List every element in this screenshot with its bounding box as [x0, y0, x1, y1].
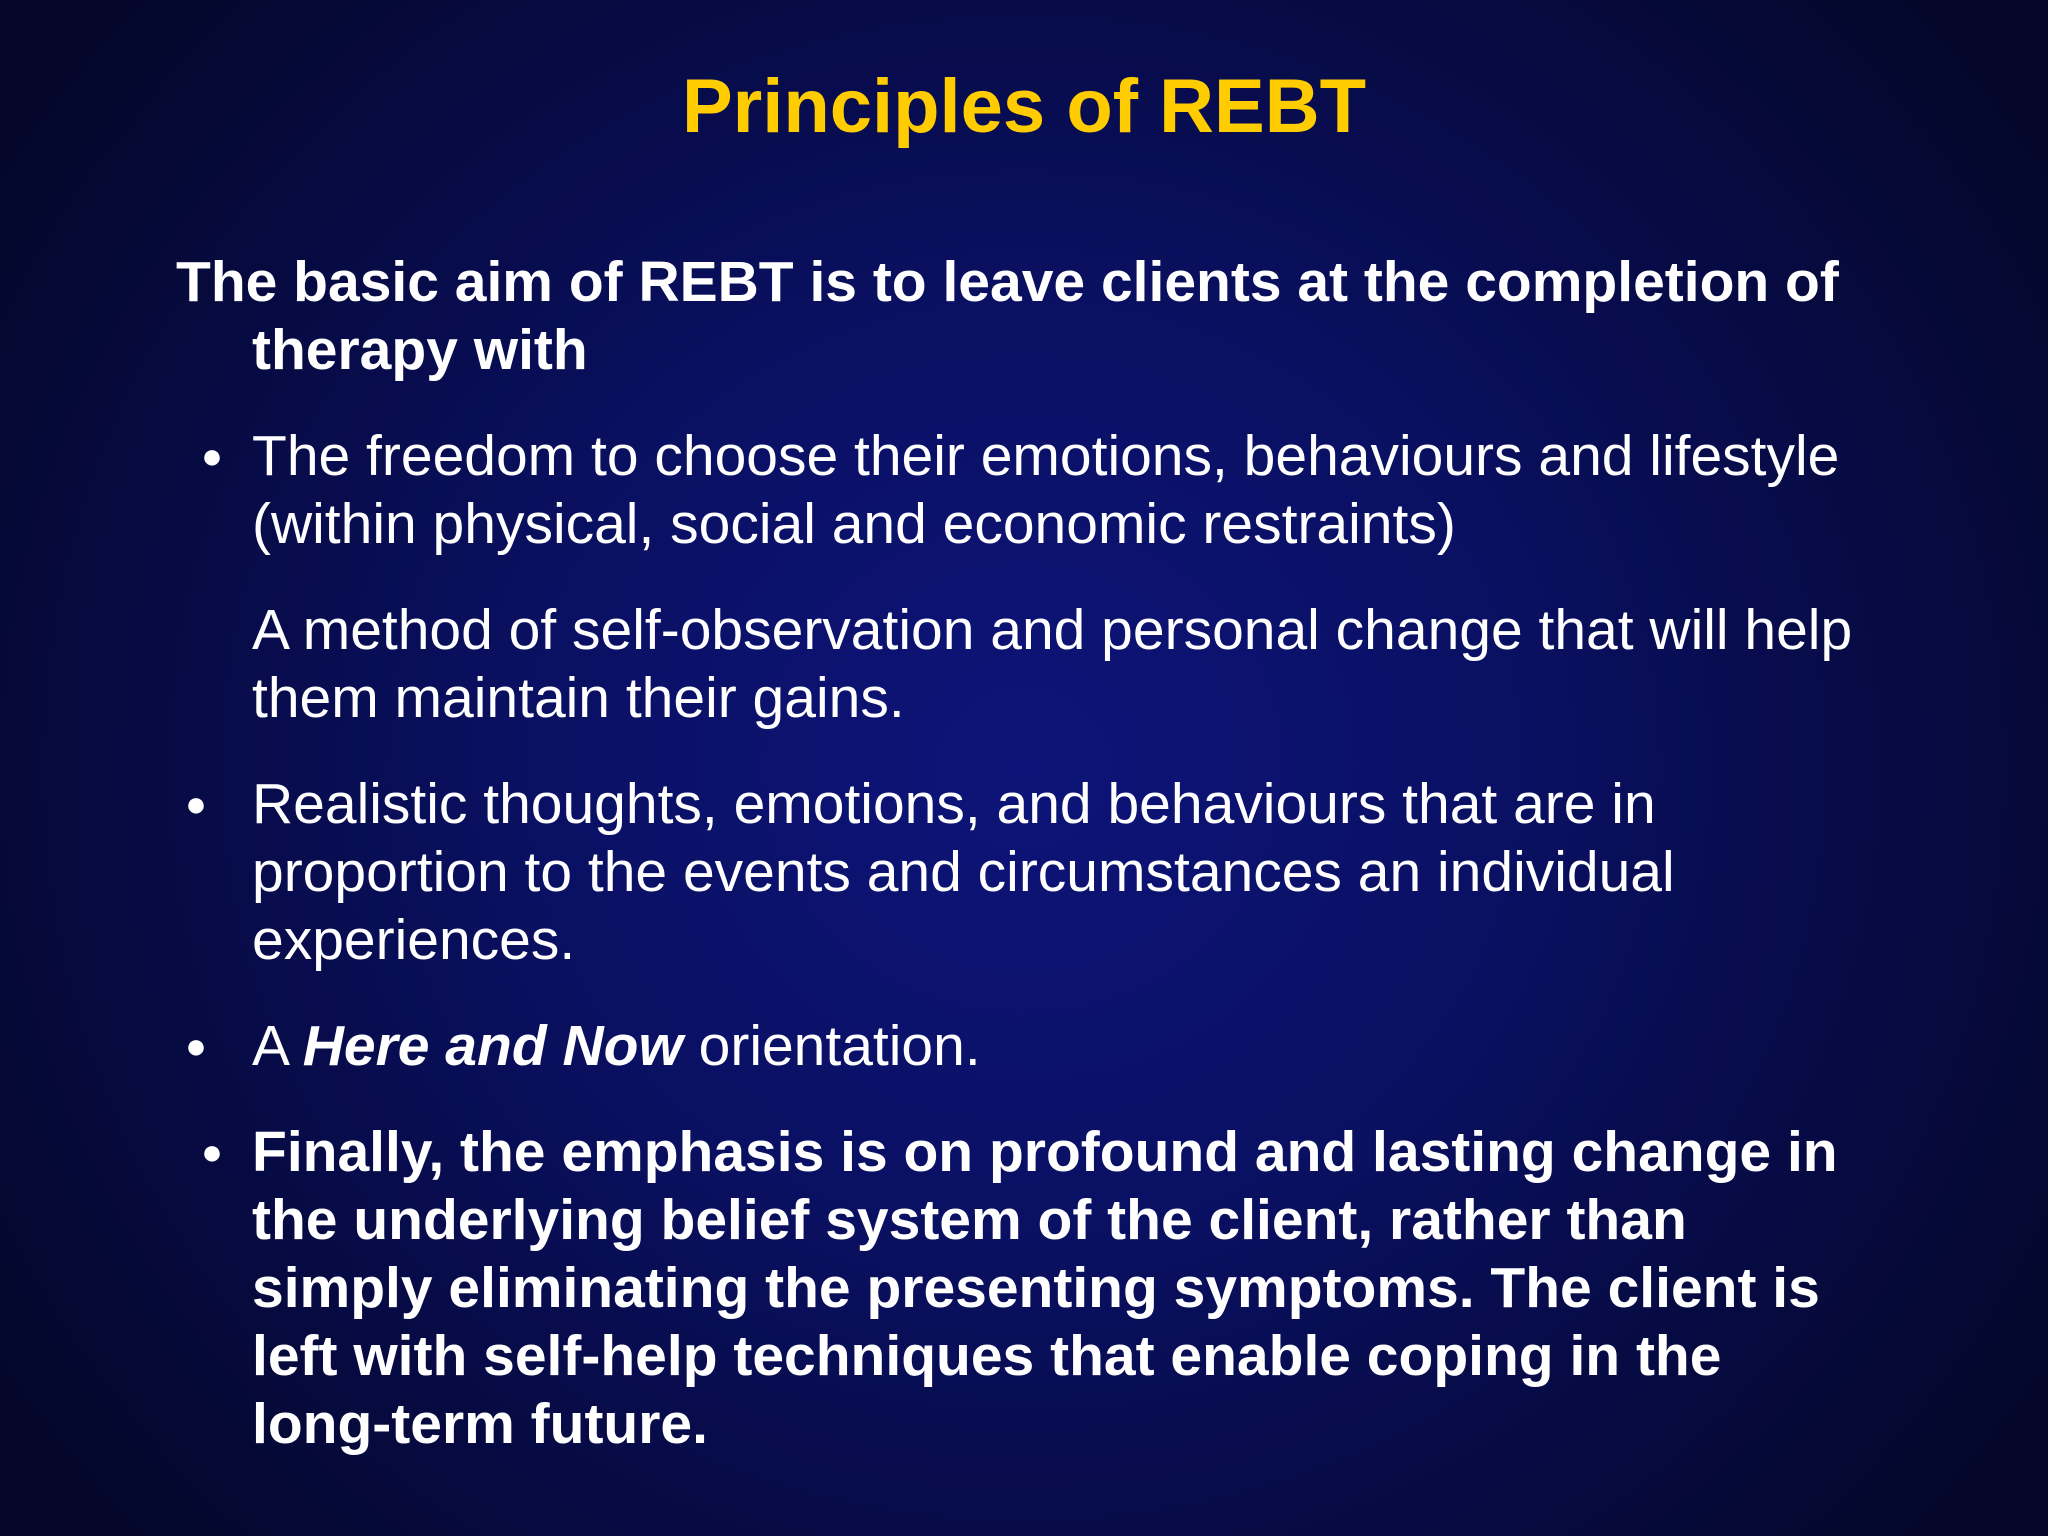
- bullet-icon: ●: [185, 783, 207, 824]
- list-item-suffix: orientation.: [682, 1014, 981, 1078]
- list-item-realistic-thoughts: [176, 770, 1876, 974]
- list-item-text: Finally, the emphasis is on profound and lasting change in the underlying belief system of the client, rather than simply eliminating the presenting symptoms. The client is left with self-help techniques that enable coping in the long-term future.: [252, 1120, 1838, 1456]
- slide-title: Principles of REBT: [681, 64, 1367, 149]
- list-item-prefix: A: [252, 1014, 303, 1078]
- list-item-here-and-now: [176, 1012, 1876, 1080]
- list-item-self-observation: [176, 596, 1876, 732]
- list-item-freedom: [176, 422, 1876, 558]
- list-item-finally: [176, 1118, 1876, 1458]
- bullet-icon: ●: [201, 1131, 223, 1172]
- list-item-emphasis: Here and Now: [302, 1014, 683, 1078]
- slide-content: [176, 248, 1876, 1496]
- intro-text: The basic aim of REBT is to leave clients at the completion of therapy with: [176, 250, 1839, 382]
- bullet-icon: ●: [201, 435, 223, 476]
- bullet-icon: ●: [185, 1025, 207, 1066]
- list-item-text: The freedom to choose their emotions, behaviours and lifestyle (within physical, social and economic restraints): [252, 424, 1840, 556]
- list-item-text: Realistic thoughts, emotions, and behaviours that are in proportion to the events and circumstances an individual experiences.: [252, 772, 1675, 972]
- list-item-text: A method of self-observation and personal change that will help them maintain their gains.: [252, 598, 1853, 730]
